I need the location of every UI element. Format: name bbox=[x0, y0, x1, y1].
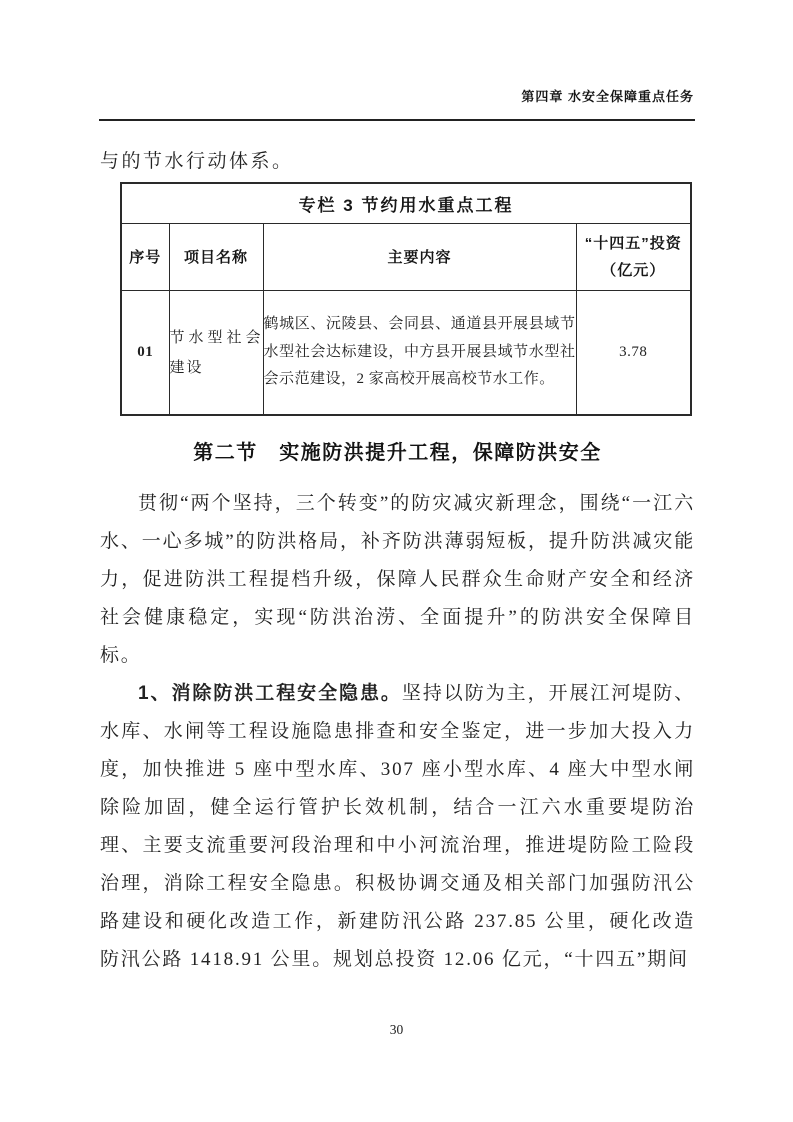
paragraph-lead-bold: 1、消除防洪工程安全隐患。 bbox=[138, 683, 402, 704]
body-paragraphs bbox=[100, 485, 695, 979]
col-header-content: 主要内容 bbox=[263, 224, 576, 291]
cell-main-content: 鹤城区、沅陵县、会同县、通道县开展县域节水型社会达标建设，中方县开展县域节水型社会示范建设，2 家高校开展高校节水工作。 bbox=[263, 291, 576, 416]
table-row bbox=[121, 291, 691, 416]
paragraph-flood-hazards bbox=[100, 675, 695, 979]
paragraph-lead-rest: 坚持以防为主，开展江河堤防、水库、水闸等工程设施隐患排查和安全鉴定，进一步加大投入力度，加快推进 5 座中型水库、307 座小型水库、4 座大中型水闸除险加固，健全运行管护长效机制，结合一江六水重要堤防治理、主要支流重要河段治理和中小河流治理，推进堤防险工险段治理，消除工程安全隐患。积极协调交通及相关部门加强防汛公路建设和硬化改造工作，新建防汛公路 237.85 公里，硬化改造防汛公路 1418.91 公里。规划总投资 12.06 亿元，“十四五”期间 bbox=[100, 683, 696, 970]
col-header-name: 项目名称 bbox=[169, 224, 263, 291]
intro-paragraph: 与的节水行动体系。 bbox=[100, 151, 294, 172]
chapter-title: 第四章 水安全保障重点任务 bbox=[521, 89, 694, 104]
running-header bbox=[100, 86, 694, 105]
table-header-row bbox=[121, 224, 691, 291]
cell-seq: 01 bbox=[121, 291, 169, 416]
key-projects-table bbox=[120, 182, 692, 416]
cell-investment: 3.78 bbox=[576, 291, 691, 416]
cell-project-name: 节水型社会建设 bbox=[169, 291, 263, 416]
paragraph-flood-overview: 贯彻“两个坚持，三个转变”的防灾减灾新理念，围绕“一江六水、一心多城”的防洪格局，补齐防洪薄弱短板，提升防洪减灾能力，促进防洪工程提档升级，保障人民群众生命财产安全和经济社会健康稳定，实现“防洪治涝、全面提升”的防洪安全保障目标。 bbox=[100, 493, 695, 666]
section-heading: 第二节 实施防洪提升工程，保障防洪安全 bbox=[193, 442, 602, 464]
page-number: 30 bbox=[389, 1022, 404, 1037]
header-rule bbox=[99, 119, 695, 121]
table-title: 专栏 3 节约用水重点工程 bbox=[121, 183, 691, 224]
col-header-seq: 序号 bbox=[121, 224, 169, 291]
col-header-investment: “十四五”投资（亿元） bbox=[576, 224, 691, 291]
